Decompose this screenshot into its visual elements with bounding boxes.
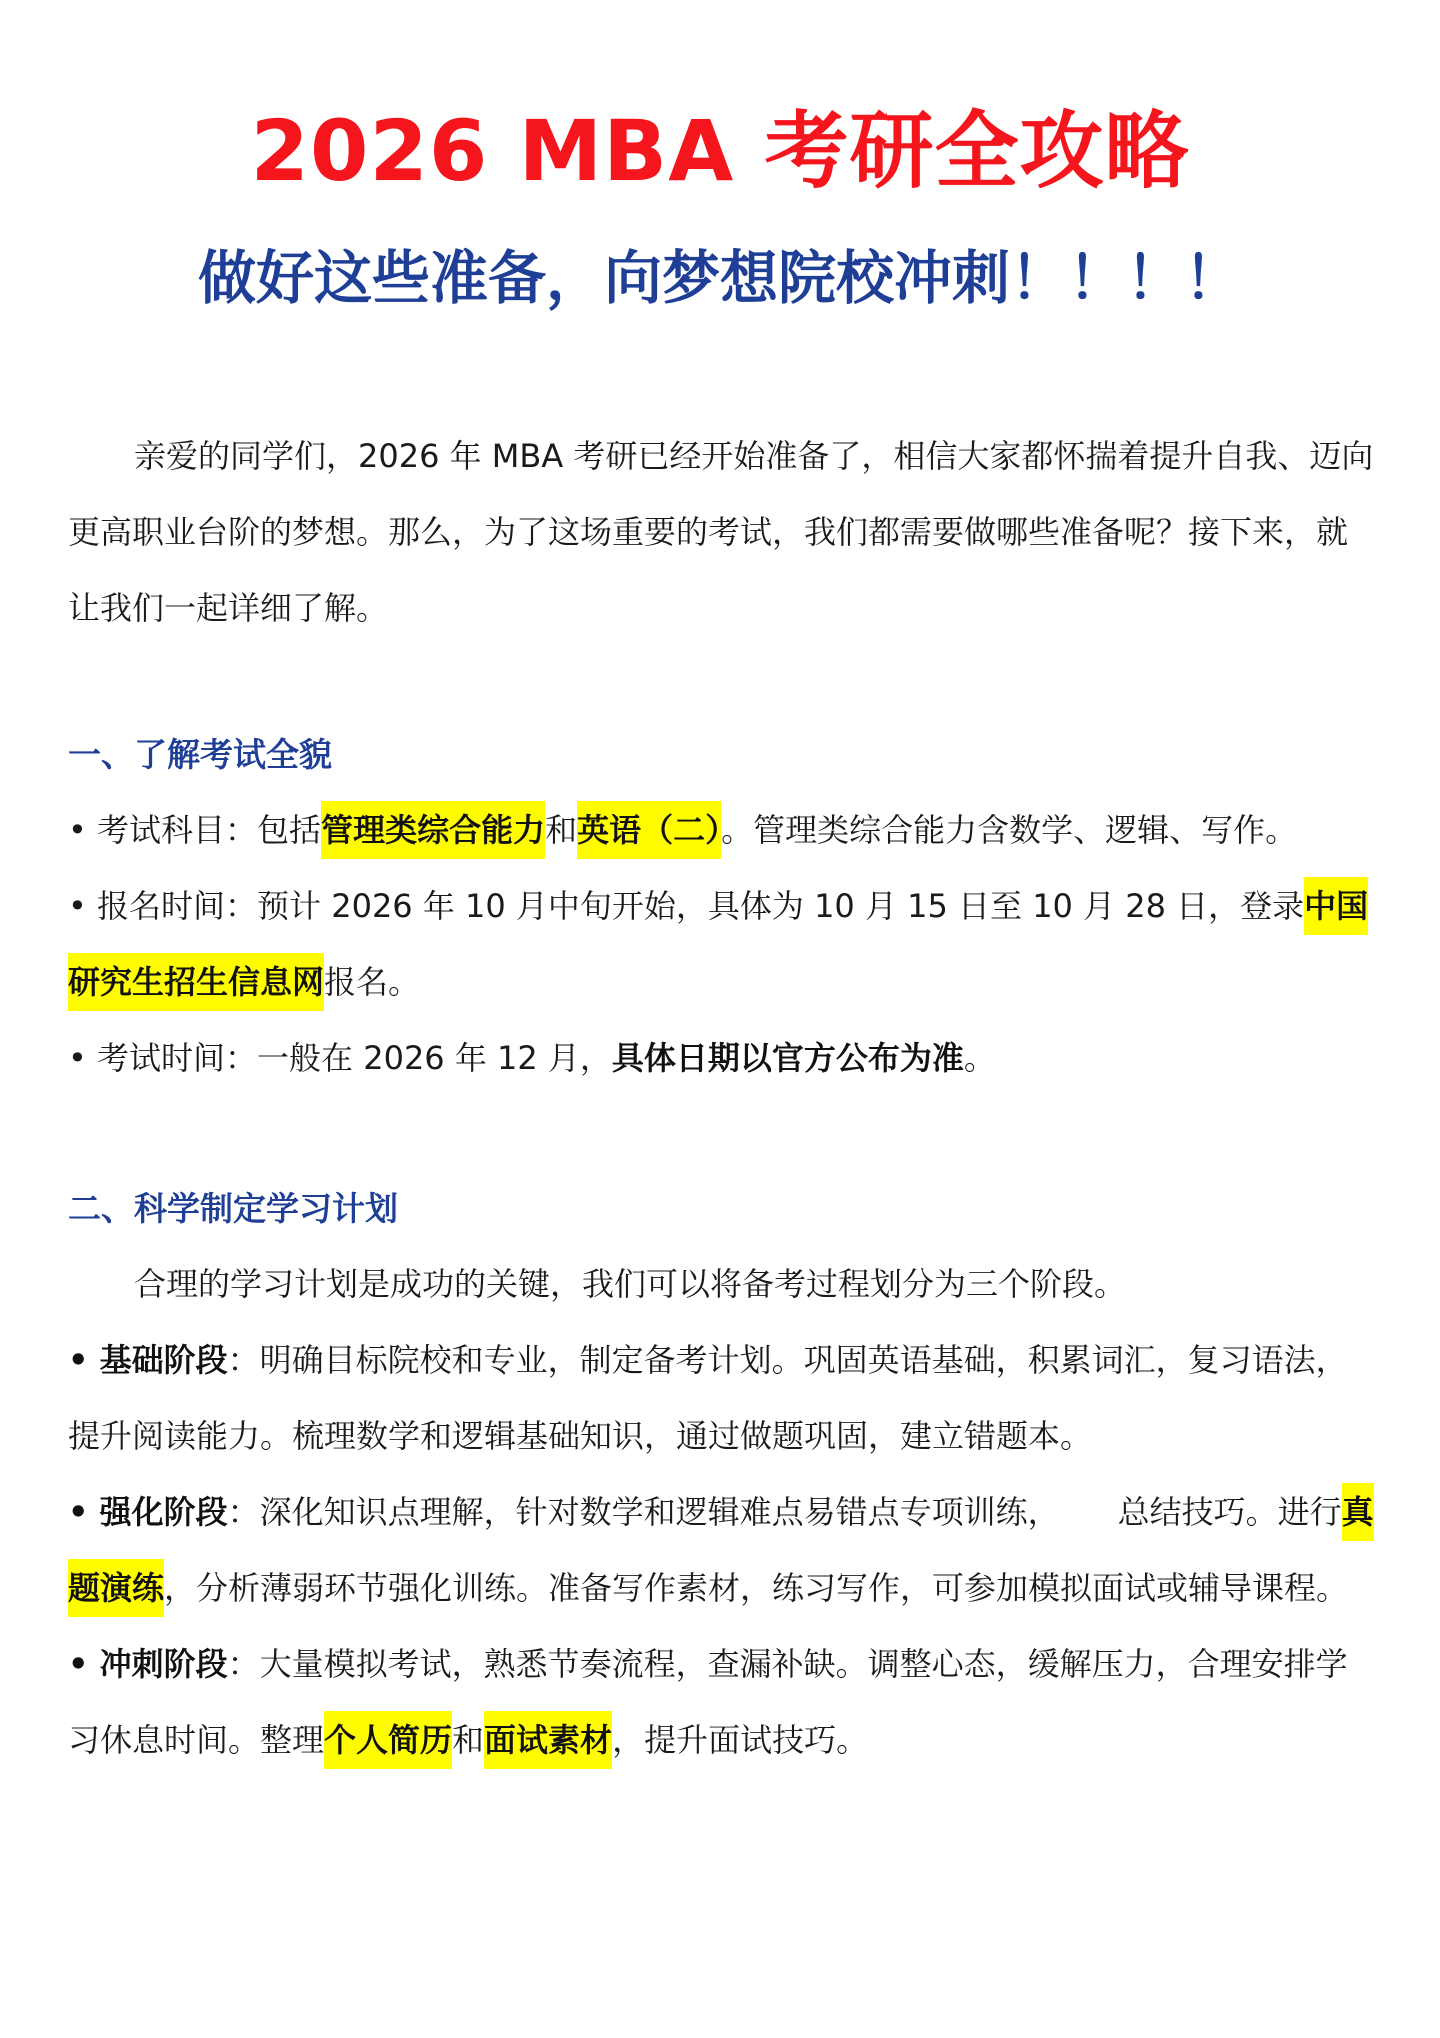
page-subtitle: 做好这些准备，向梦想院校冲刺！！！！ [197,244,1242,312]
intro-text: 亲爱的同学们，2026 年 MBA 考研已经开始准备了，相信大家都怀揣着提升自我、迈向更高职业台阶的梦想。那么，为了这场重要的考试，我们都需要做哪些准备呢？接下来，就让我们一起详细了解。 [68,437,1374,627]
bullet: • [68,1493,100,1531]
item-text: 报名。 [324,963,421,1001]
item-text: ：明确目标院校和专业，制定备考计划。巩固英语基础，积累词汇，复习语法，提升阅读能力。梳理数学和逻辑基础知识，通过做题巩固，建立错题本。 [68,1341,1348,1455]
item-text: ，分析薄弱环节强化训练。准备写作素材，练习写作，可参加模拟面试或辅导课程。 [164,1569,1349,1607]
stage-label: 强化阶段 [99,1493,228,1531]
highlight-interview-material: 面试素材 [484,1711,612,1769]
item-text: • 报名时间：预计 2026 年 10 月中旬开始，具体为 10 月 15 日至 10 月 28 日，登录 [68,887,1305,925]
item-text: 。管理类综合能力含数学、逻辑、写作。 [721,811,1298,849]
bold-official-date: 具体日期以官方公布为准 [611,1039,964,1077]
highlight-chsi: 中国研究生招生信息网 [68,877,1368,1011]
bullet: • [68,1341,100,1379]
item-text: 合理的学习计划是成功的关键，我们可以将备考过程划分为三个阶段。 [134,1265,1127,1303]
section1-body [68,792,1378,1096]
item-text: 。 [963,1039,996,1077]
item-text: • 考试时间：一般在 2026 年 12 月， [68,1039,612,1077]
list-item-stage-sprint [68,1626,1378,1778]
item-text: 和 [452,1721,485,1759]
highlight-management: 管理类综合能力 [321,801,545,859]
highlight-past-papers: 真题演练 [68,1483,1374,1617]
item-text: 和 [545,811,578,849]
bullet: • [68,1645,100,1683]
page-title: 2026 MBA 考研全攻略 [250,102,1190,200]
list-item-exam-time [68,1020,1378,1096]
item-text: ：大量模拟考试，熟悉节奏流程，查漏补缺。调整心态，缓解压力，合理安排学习休息时间。整理 [68,1645,1348,1759]
stage-label: 冲刺阶段 [99,1645,228,1683]
highlight-resume: 个人简历 [324,1711,452,1769]
list-item-registration [68,868,1378,1020]
item-text: ：深化知识点理解，针对数学和逻辑难点易错点专项训练， [227,1493,1060,1531]
list-item-exam-subjects [68,792,1378,868]
section2-body [68,1246,1378,1778]
section2-intro [68,1246,1378,1322]
item-text: ，提升面试技巧。 [612,1721,869,1759]
list-item-stage-basic [68,1322,1378,1474]
highlight-english: 英语（二） [577,801,721,859]
intro-paragraph [68,418,1378,646]
stage-label: 基础阶段 [99,1341,228,1379]
section1-heading: 一、了解考试全貌 [68,735,332,774]
section2-heading: 二、科学制定学习计划 [68,1189,398,1228]
item-text: • 考试科目：包括 [68,811,322,849]
list-item-stage-strengthen [68,1474,1378,1626]
item-text: 总结技巧。进行 [1117,1493,1342,1531]
